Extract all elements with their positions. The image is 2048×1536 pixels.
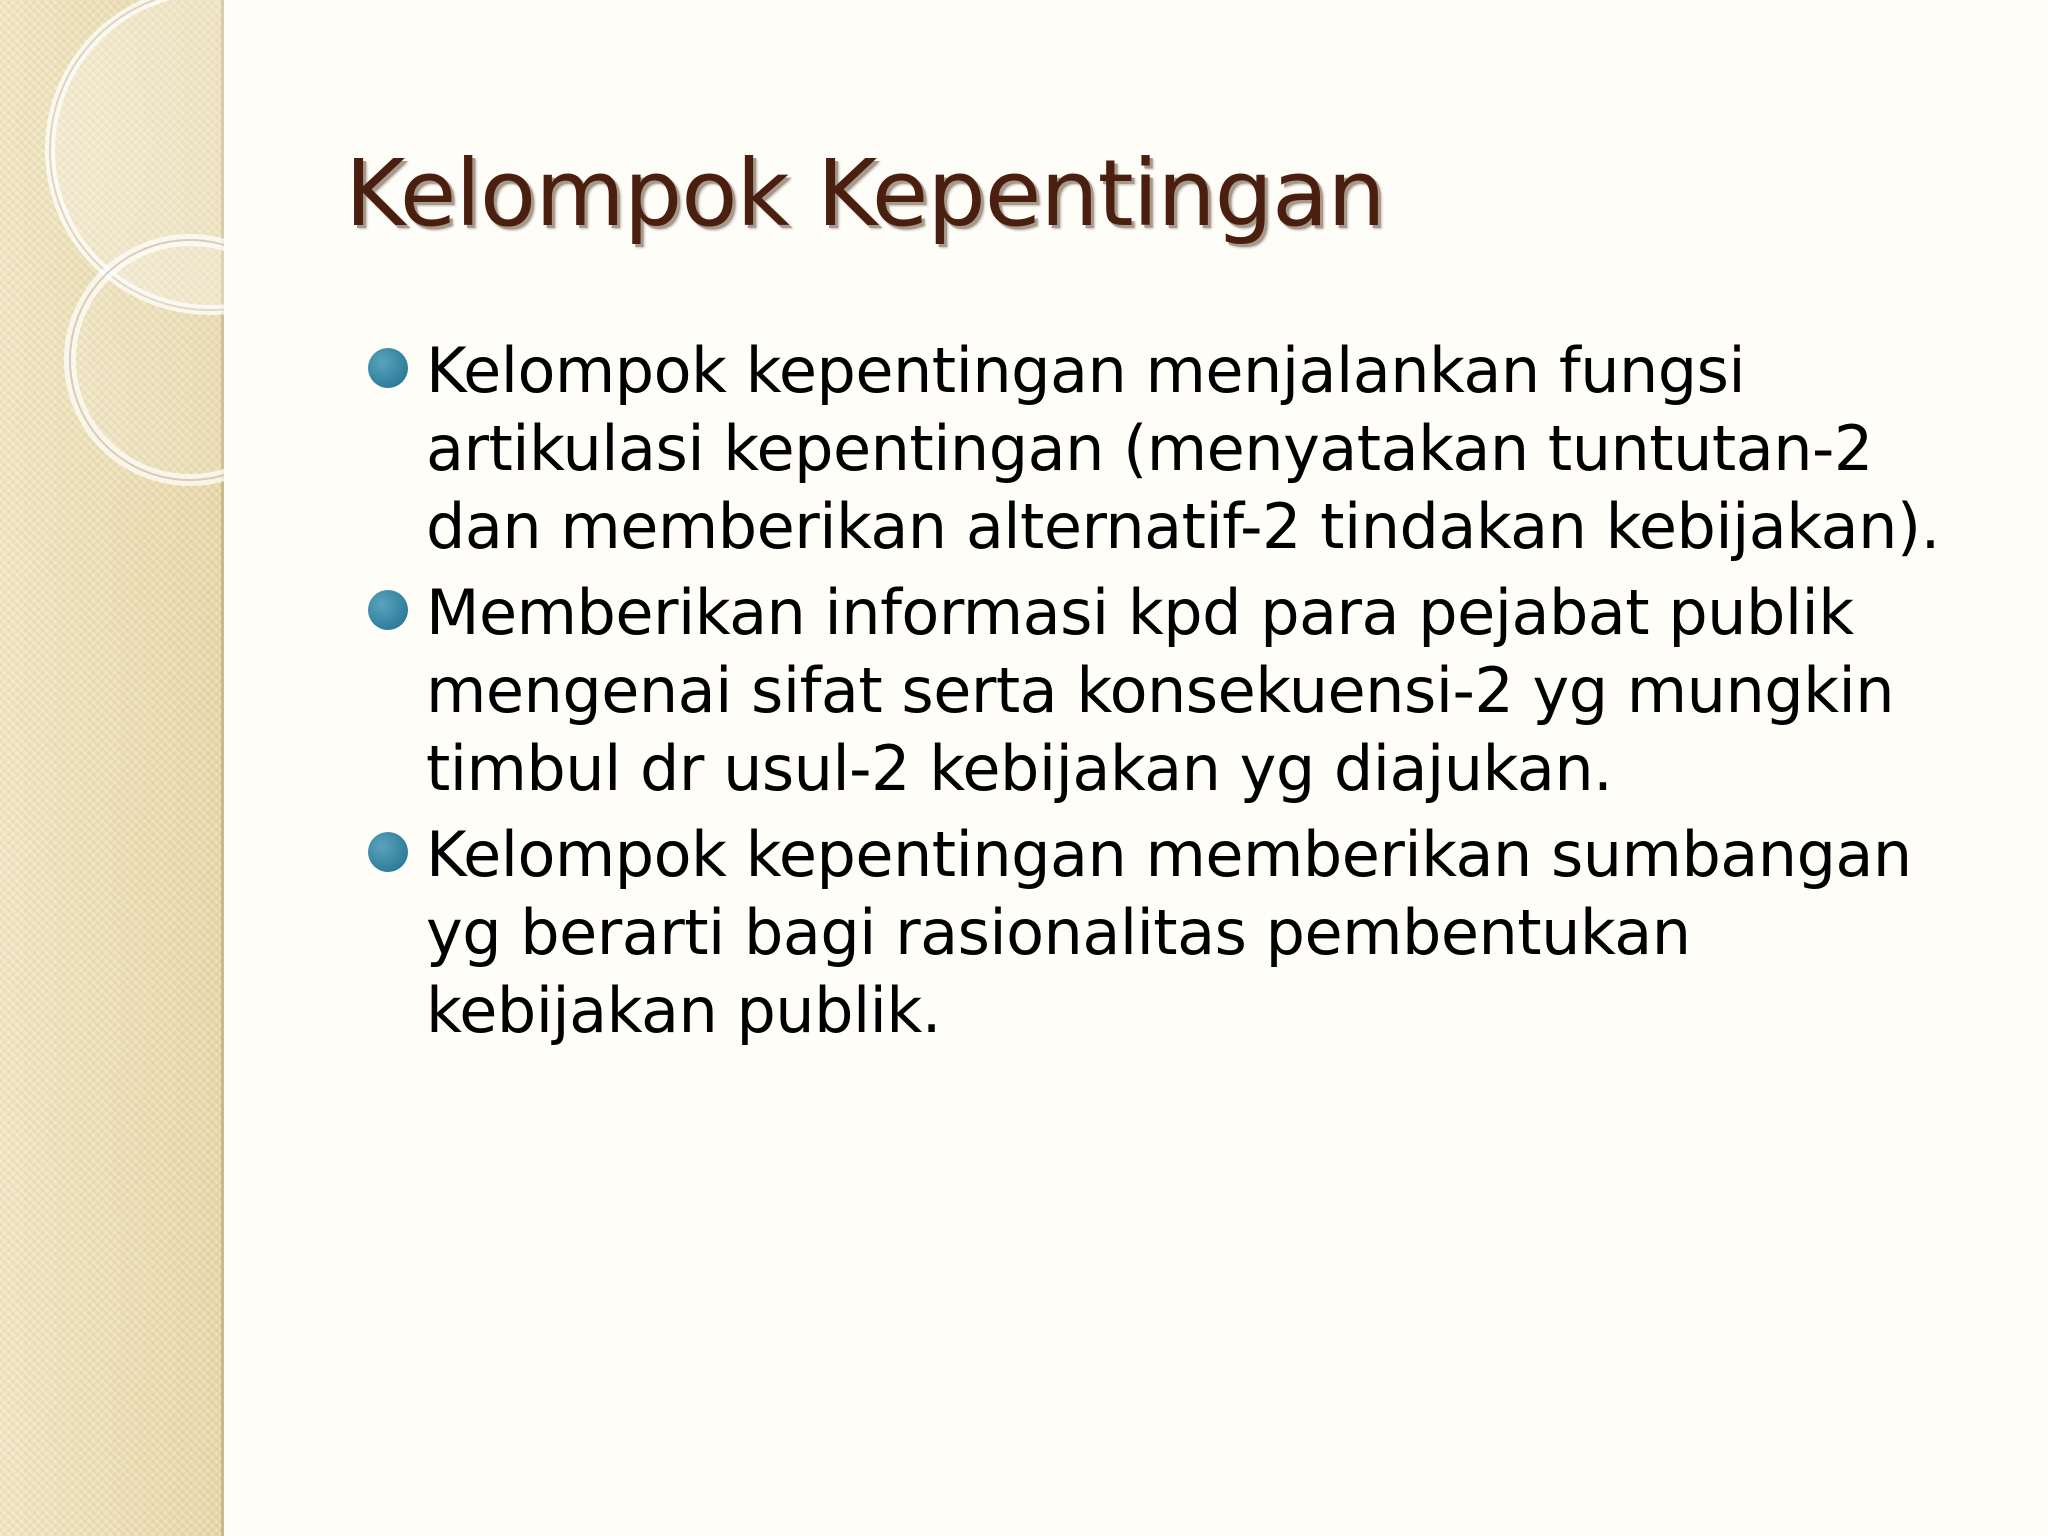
slide-title: Kelompok Kepentingan: [345, 140, 1385, 247]
decorative-side-band: [0, 0, 224, 1536]
decorative-rings: [0, 0, 224, 520]
bullet-list: [360, 332, 2000, 1058]
bullet-text: Kelompok kepentingan memberikan sumbangan yg berarti bagi rasionalitas pembentukan kebijakan publik.: [426, 818, 1912, 1047]
bullet-text: Kelompok kepentingan menjalankan fungsi artikulasi kepentingan (menyatakan tuntutan-2 dan memberikan alternatif-2 tindakan kebijakan).: [426, 334, 1940, 563]
bullet-dot-icon: [368, 348, 408, 388]
bullet-dot-icon: [368, 590, 408, 630]
list-item: [360, 332, 2000, 566]
list-item: [360, 816, 2000, 1050]
list-item: [360, 574, 2000, 808]
bullet-text: Memberikan informasi kpd para pejabat publik mengenai sifat serta konsekuensi-2 yg mungkin timbul dr usul-2 kebijakan yg diajukan.: [426, 576, 1895, 805]
bullet-dot-icon: [368, 832, 408, 872]
